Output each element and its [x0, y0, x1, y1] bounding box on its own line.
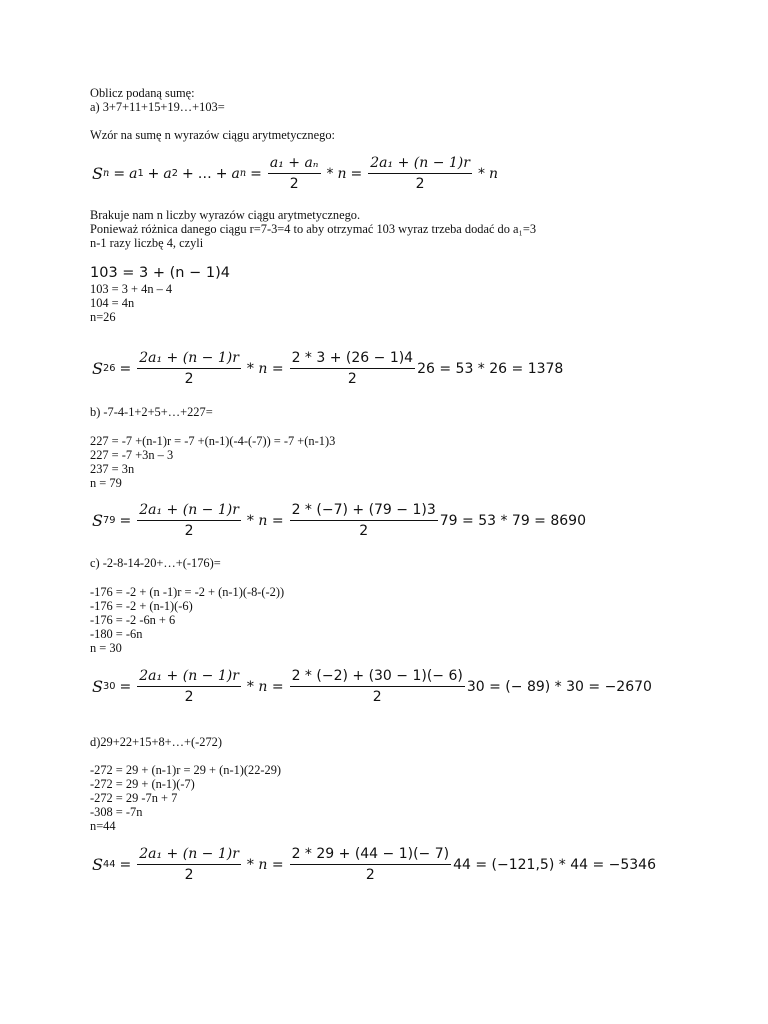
explanation-line-3: n-1 razy liczbę 4, czyli: [90, 236, 204, 250]
solve-a-line-2: 104 = 4n: [90, 296, 135, 310]
part-b-line-2: 227 = -7 +3n – 3: [90, 448, 174, 462]
explanation-line-1: Brakuje nam n liczby wyrazów ciągu arytmetycznego.: [90, 208, 361, 222]
task-title: Oblicz podaną sumę:: [90, 86, 195, 100]
fraction-2a1: $\frac{\text{2a₁ + (n − 1)r}}{2}$: [370, 155, 470, 192]
s44-formula: S 44 = $\frac{\text{2a₁ + (n − 1)r}}{2}$ * n = $\frac{2 * 29 + (44 - 1)(- 7)}{2}$ 44 = (−121,5) * 44 = −5346: [92, 846, 656, 883]
s30-formula: S 30 = $\frac{\text{2a₁ + (n − 1)r}}{2}$ * n = $\frac{2 * (-2) + (30 - 1)(- 6)}{2}$ 30 = (− 89) * 30 = −2670: [92, 668, 652, 705]
s79-formula: S 79 = $\frac{\text{2a₁ + (n − 1)r}}{2}$ * n = $\frac{2 * (-7) + (79 - 1)3}{2}$ 79 = 53 * 79 = 8690: [92, 502, 586, 539]
s26-formula: S 26 = $\frac{\text{2a₁ + (n − 1)r}}{2}$ * n = $\frac{2 * 3 + (26 - 1)4}{2}$ 26 = 53 * 26 = 1378: [92, 350, 564, 387]
sum-formula: S n = a 1 + a 2 + … + a n = $\frac{\text{a₁ + aₙ}}{2}$ * n = $\frac{\text{2a₁ + (n − 1)r}}{2}$ * n: [92, 155, 498, 192]
part-c-line-2: -176 = -2 + (n-1)(-6): [90, 599, 193, 613]
part-b-line-4: n = 79: [90, 476, 122, 490]
part-d-line-3: -272 = 29 -7n + 7: [90, 791, 178, 805]
part-b-line-3: 237 = 3n: [90, 462, 135, 476]
explanation-line-2: Ponieważ różnica danego ciągu r=7-3=4 to aby otrzymać 103 wyraz trzeba dodać do a₁=3: [90, 222, 537, 236]
solve-a-line-1: 103 = 3 + 4n – 4: [90, 282, 173, 296]
part-a-heading: a) 3+7+11+15+19…+103=: [90, 100, 225, 114]
formula-heading: Wzór na sumę n wyrazów ciągu arytmetycznego:: [90, 128, 335, 142]
part-c-heading: c) -2-8-14-20+…+(-176)=: [90, 556, 221, 570]
part-c-line-5: n = 30: [90, 641, 122, 655]
part-c-line-3: -176 = -2 -6n + 6: [90, 613, 176, 627]
part-d-line-5: n=44: [90, 819, 116, 833]
part-d-line-4: -308 = -7n: [90, 805, 143, 819]
part-c-line-4: -180 = -6n: [90, 627, 143, 641]
equation-103: 103 = 3 + (n − 1)4: [90, 265, 230, 281]
fraction-a1-an: $\frac{\text{a₁ + aₙ}}{2}$: [269, 155, 319, 192]
part-c-line-1: -176 = -2 + (n -1)r = -2 + (n-1)(-8-(-2)): [90, 585, 285, 599]
part-d-line-2: -272 = 29 + (n-1)(-7): [90, 777, 195, 791]
sum-symbol: S: [92, 164, 104, 183]
solve-a-line-3: n=26: [90, 310, 116, 324]
part-b-line-1: 227 = -7 +(n-1)r = -7 +(n-1)(-4-(-7)) = -7 +(n-1)3: [90, 434, 336, 448]
part-d-heading: d)29+22+15+8+…+(-272): [90, 735, 222, 749]
part-b-heading: b) -7-4-1+2+5+…+227=: [90, 405, 213, 419]
part-d-line-1: -272 = 29 + (n-1)r = 29 + (n-1)(22-29): [90, 763, 282, 777]
